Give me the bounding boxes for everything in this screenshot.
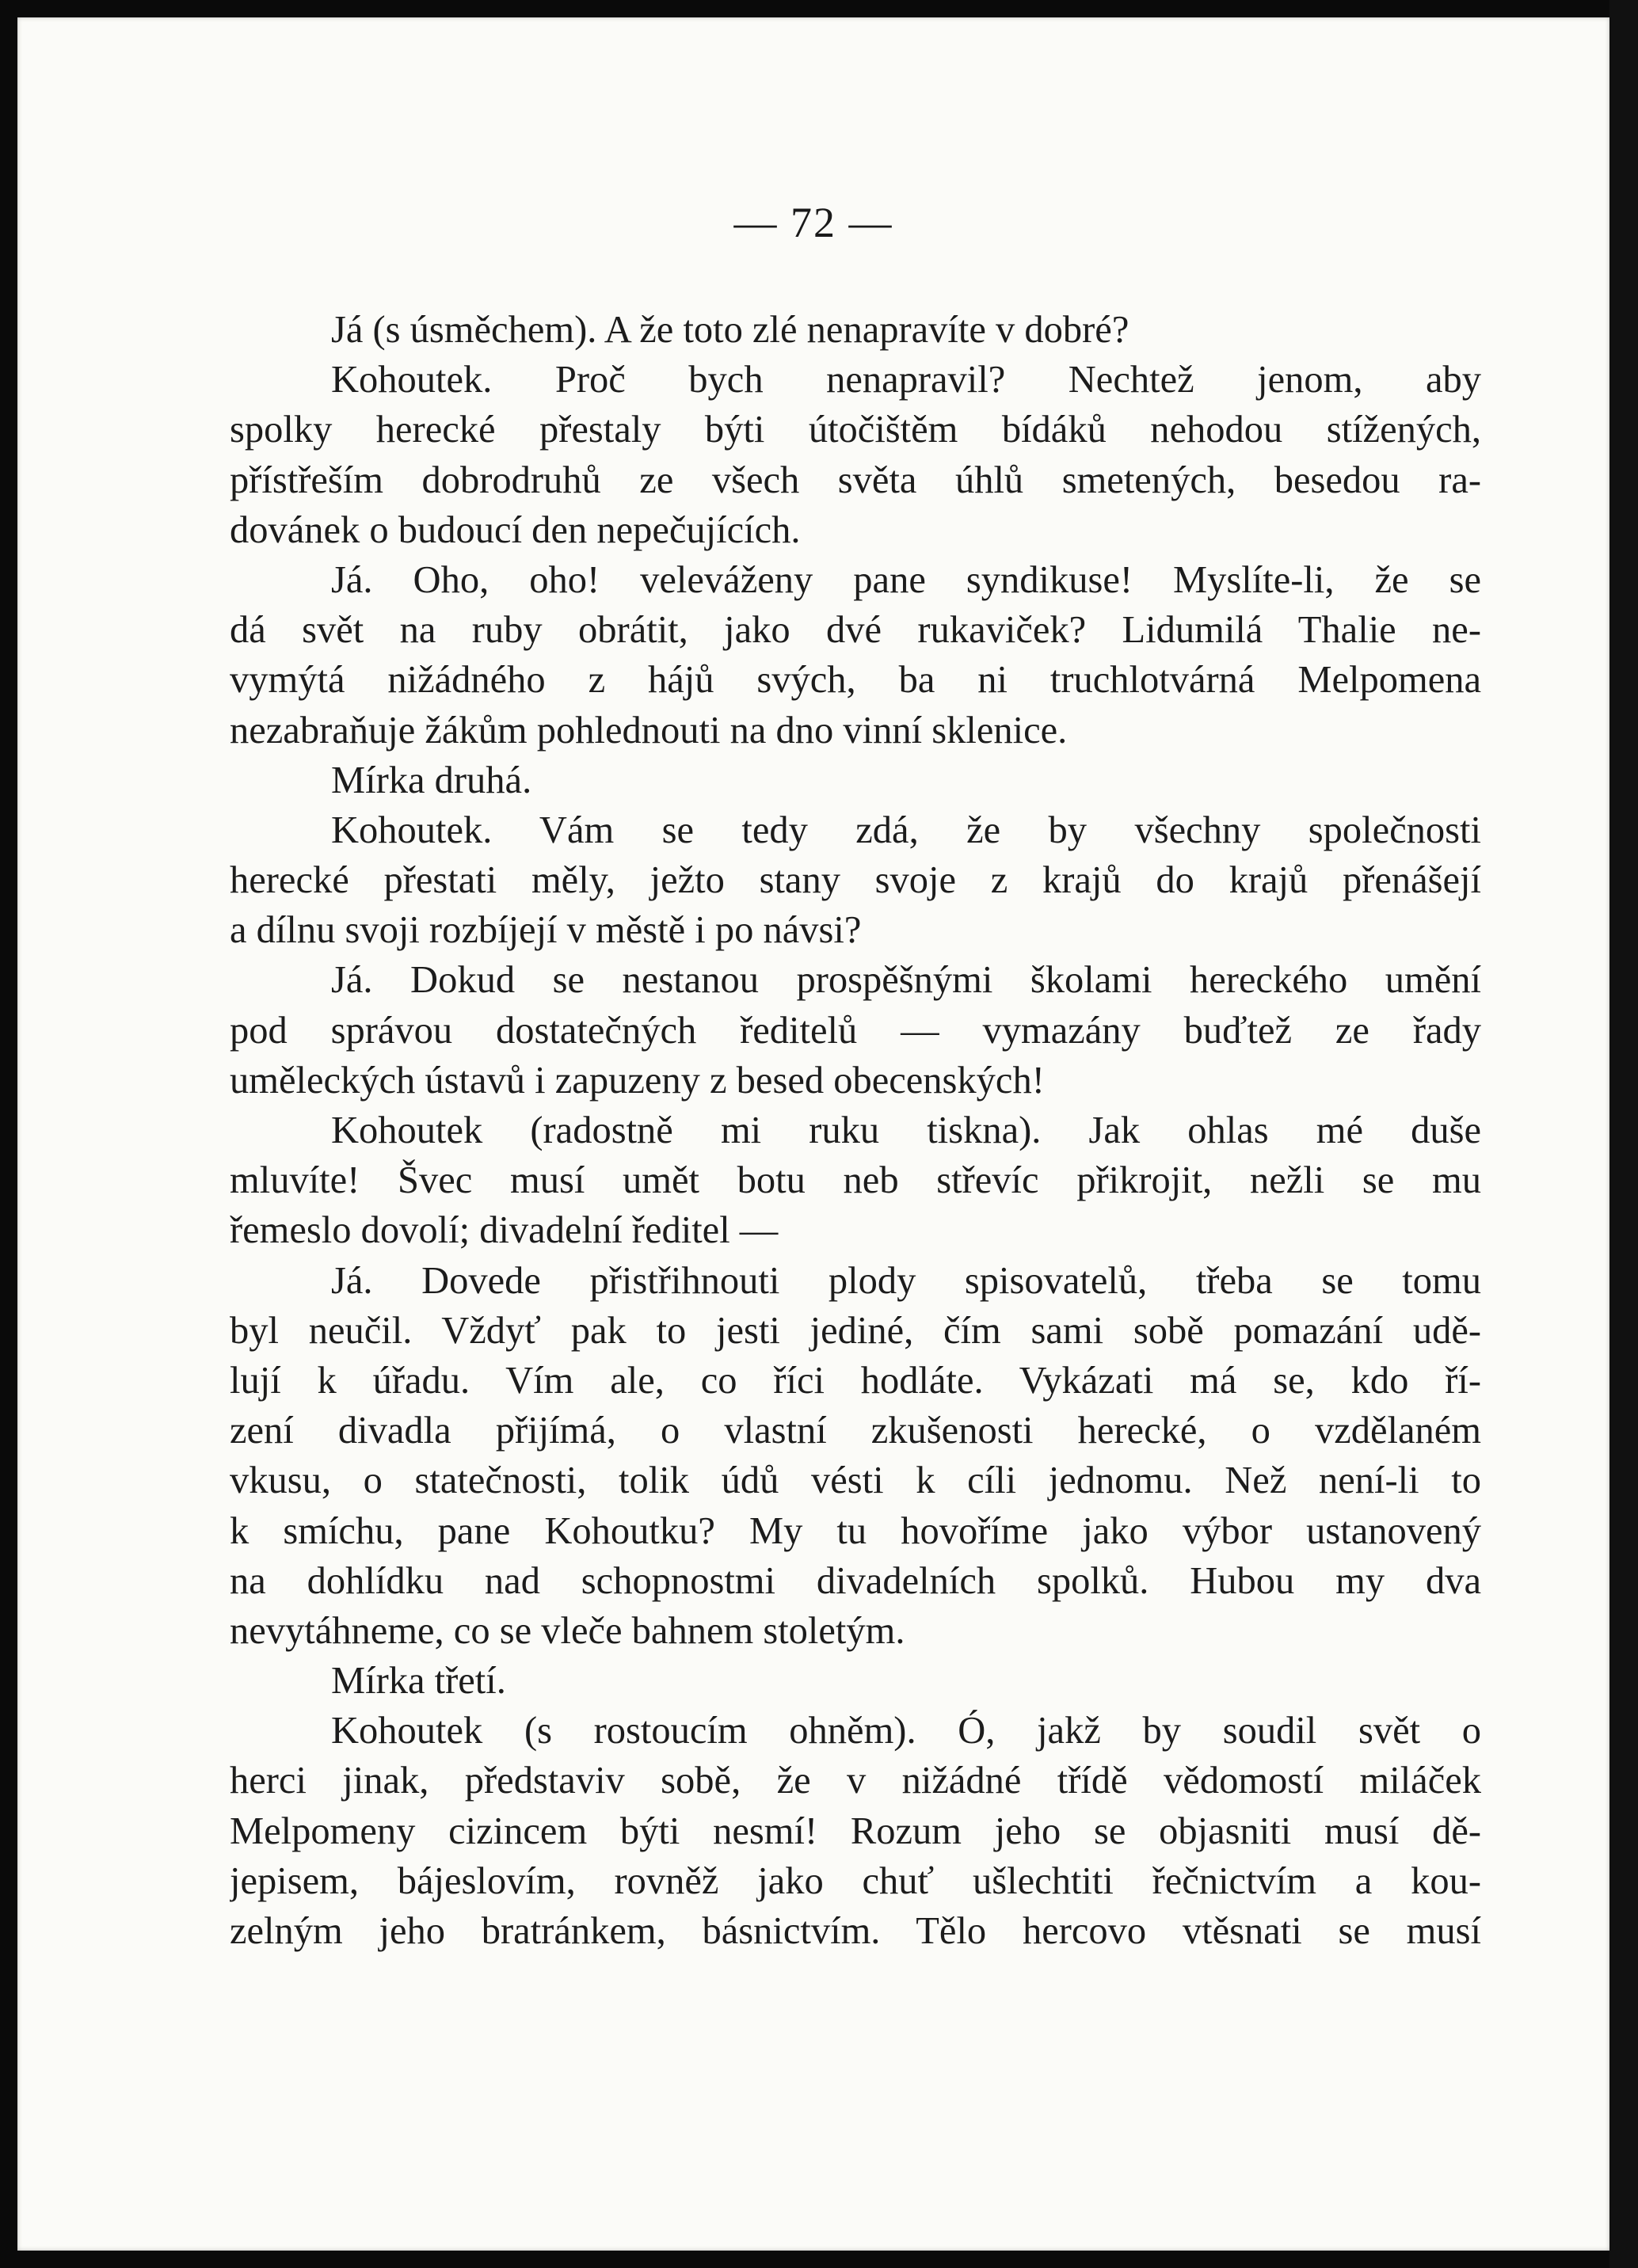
- text-line: Já. Oho, oho! veleváženy pane syndikuse! Myslíte-li, že se: [331, 558, 1481, 601]
- text-line: zelným jeho bratránkem, básnictvím. Tělo hercovo vtěsnati se musí: [230, 1910, 1481, 1952]
- scan-edge: [1609, 0, 1638, 2268]
- text-line: mluvíte! Švec musí umět botu neb střevíc přikrojit, nežli se mu: [230, 1159, 1481, 1202]
- text-line: herecké přestati měly, ježto stany svoje z krajů do krajů přenášejí: [230, 859, 1481, 902]
- text-line: spolky herecké přestaly býti útočištěm bídáků nehodou stížených,: [230, 409, 1481, 451]
- text-line: Já. Dovede přistřihnouti plody spisovatelů, třeba se tomu: [331, 1259, 1481, 1302]
- text-line: Kohoutek. Vám se tedy zdá, že by všechny společnosti: [331, 809, 1481, 851]
- page-number: — 72 —: [733, 199, 893, 246]
- text-line: lují k úřadu. Vím ale, co říci hodláte. Vykázati má se, kdo ří-: [230, 1359, 1481, 1402]
- text-line: dovánek o budoucí den nepečujících.: [230, 508, 801, 551]
- body-text: [230, 305, 1481, 1956]
- text-line: uměleckých ústavů i zapuzeny z besed obecenských!: [230, 1059, 1045, 1102]
- text-line: vkusu, o statečnosti, tolik údů vésti k cíli jednomu. Než není-li to: [230, 1459, 1481, 1502]
- text-line: k smíchu, pane Kohoutku? My tu hovoříme jako výbor ustanovený: [230, 1509, 1481, 1552]
- text-line: Mírka třetí.: [331, 1660, 506, 1703]
- text-line: herci jinak, představiv sobě, že v nižádné třídě vědomostí miláček: [230, 1760, 1481, 1802]
- text-line: Kohoutek (s rostoucím ohněm). Ó, jakž by soudil svět o: [331, 1710, 1481, 1752]
- text-line: řemeslo dovolí; divadelní ředitel —: [230, 1209, 779, 1252]
- text-line: byl neučil. Vždyť pak to jesti jediné, čím sami sobě pomazání udě-: [230, 1309, 1481, 1352]
- text-line: na dohlídku nad schopnostmi divadelních spolků. Hubou my dva: [230, 1559, 1481, 1602]
- text-line: Kohoutek. Proč bych nenapravil? Nechtež jenom, aby: [331, 359, 1481, 401]
- text-line: přístřeším dobrodruhů ze všech světa úhlů smetených, besedou ra-: [230, 459, 1481, 501]
- text-line: Já (s úsměchem). A že toto zlé nenapravíte v dobré?: [331, 309, 1129, 351]
- text-line: Kohoutek (radostně mi ruku tiskna). Jak ohlas mé duše: [331, 1109, 1481, 1151]
- text-line: vymýtá nižádného z hájů svých, ba ni truchlotvárná Melpomena: [230, 659, 1481, 702]
- text-line: nezabraňuje žákům pohlednouti na dno vinní sklenice.: [230, 709, 1068, 752]
- text-line: pod správou dostatečných ředitelů — vymazány buďtež ze řady: [230, 1009, 1481, 1052]
- text-line: zení divadla přijímá, o vlastní zkušenosti herecké, o vzdělaném: [230, 1410, 1481, 1452]
- book-page: [17, 17, 1609, 2251]
- text-line: nevytáhneme, co se vleče bahnem stoletým.: [230, 1609, 905, 1652]
- text-line: Melpomeny cizincem býti nesmí! Rozum jeho se objasniti musí dě-: [230, 1809, 1481, 1852]
- text-line: Já. Dokud se nestanou prospěšnými školami hereckého umění: [331, 959, 1481, 1002]
- text-line: dá svět na ruby obrátit, jako dvé rukaviček? Lidumilá Thalie ne-: [230, 609, 1481, 652]
- text-line: Mírka druhá.: [331, 759, 532, 801]
- text-line: a dílnu svoji rozbíjejí v městě i po návsi?: [230, 909, 862, 952]
- text-line: jepisem, bájeslovím, rovněž jako chuť ušlechtiti řečnictvím a kou-: [230, 1859, 1481, 1902]
